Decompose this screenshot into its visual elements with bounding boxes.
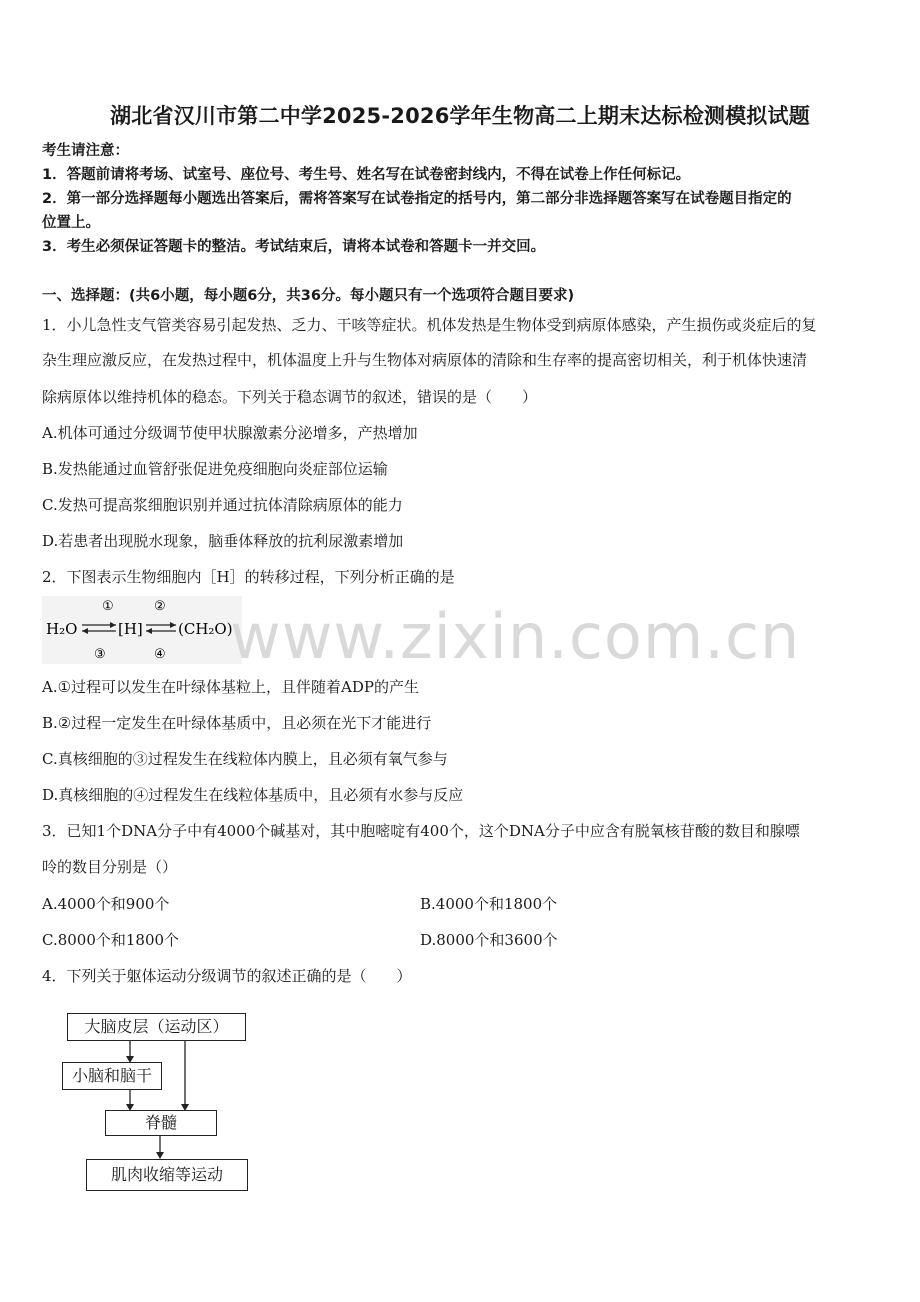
figure-label-1: ① [102, 599, 114, 614]
question-1-option-d: D.若患者出现脱水现象，脑垂体释放的抗利尿激素增加 [42, 532, 404, 550]
flow-box-muscle-movement: 肌肉收缩等运动 [86, 1159, 248, 1191]
notice-item: 1．答题前请将考场、试室号、座位号、考生号、姓名写在试卷密封线内，不得在试卷上作任何标记。 [42, 167, 691, 183]
question-1-option-c: C.发热可提高浆细胞识别并通过抗体清除病原体的能力 [42, 496, 403, 514]
question-2-option-a: A.①过程可以发生在叶绿体基粒上，且伴随着ADP的产生 [42, 678, 420, 696]
question-3-option-b: B.4000个和1800个 [420, 895, 558, 913]
figure-ch2o: (CH₂O) [178, 620, 233, 638]
watermark: www.zixin.com.cn [230, 600, 801, 673]
question-1-text: 除病原体以维持机体的稳态。下列关于稳态调节的叙述，错误的是（ ） [42, 388, 538, 406]
question-2-option-b: B.②过程一定发生在叶绿体基质中，且必须在光下才能进行 [42, 714, 432, 732]
section-heading: 一、选择题：(共6小题，每小题6分，共36分。每小题只有一个选项符合题目要求) [42, 288, 575, 304]
notice-item: 3．考生必须保证答题卡的整洁。考试结束后，请将本试卷和答题卡一并交回。 [42, 239, 546, 255]
figure-label-4: ④ [154, 647, 166, 662]
notice-item: 2．第一部分选择题每小题选出答案后，需将答案写在试卷指定的括号内，第二部分非选择题答案写在试卷题目指定的 [42, 191, 792, 207]
question-3-option-d: D.8000个和3600个 [420, 931, 558, 949]
question-3-text: 3．已知1个DNA分子中有4000个碱基对，其中胞嘧啶有400个，这个DNA分子中应含有脱氧核苷酸的数目和腺嘌 [42, 822, 800, 840]
question-2-option-c: C.真核细胞的③过程发生在线粒体内膜上，且必须有氧气参与 [42, 750, 448, 768]
question-1-option-b: B.发热能通过血管舒张促进免疫细胞向炎症部位运输 [42, 460, 388, 478]
question-1-text: 杂生理应激反应，在发热过程中，机体温度上升与生物体对病原体的清除和生存率的提高密切相关，利于机体快速清 [42, 351, 808, 369]
figure-h: [H] [118, 620, 143, 638]
question-3-option-a: A.4000个和900个 [42, 895, 170, 913]
flow-box-cerebellum-brainstem: 小脑和脑干 [62, 1062, 162, 1090]
hydrogen-transfer-figure [42, 596, 242, 664]
question-2-option-d: D.真核细胞的④过程发生在线粒体基质中，且必须有水参与反应 [42, 786, 464, 804]
motor-control-flowchart [50, 1005, 280, 1205]
question-3-option-c: C.8000个和1800个 [42, 931, 180, 949]
notice-heading: 考生请注意： [42, 143, 129, 159]
notice-item: 位置上。 [42, 215, 100, 231]
figure-label-2: ② [154, 599, 166, 614]
question-1-text: 1．小儿急性支气管类容易引起发热、乏力、干咳等症状。机体发热是生物体受到病原体感染，产生损伤或炎症后的复 [42, 316, 817, 334]
question-4-text: 4．下列关于躯体运动分级调节的叙述正确的是（ ） [42, 967, 412, 985]
figure-h2o: H₂O [46, 620, 78, 638]
flow-box-spinal-cord: 脊髓 [105, 1110, 217, 1136]
figure-label-3: ③ [94, 647, 106, 662]
question-1-option-a: A.机体可通过分级调节使甲状腺激素分泌增多，产热增加 [42, 424, 418, 442]
flow-box-cortex: 大脑皮层（运动区） [67, 1013, 246, 1041]
question-3-text: 呤的数目分别是（） [42, 858, 178, 876]
page-title: 湖北省汉川市第二中学2025-2026学年生物高二上期末达标检测模拟试题 [110, 104, 810, 128]
question-2-text: 2．下图表示生物细胞内［H］的转移过程，下列分析正确的是 [42, 568, 455, 586]
